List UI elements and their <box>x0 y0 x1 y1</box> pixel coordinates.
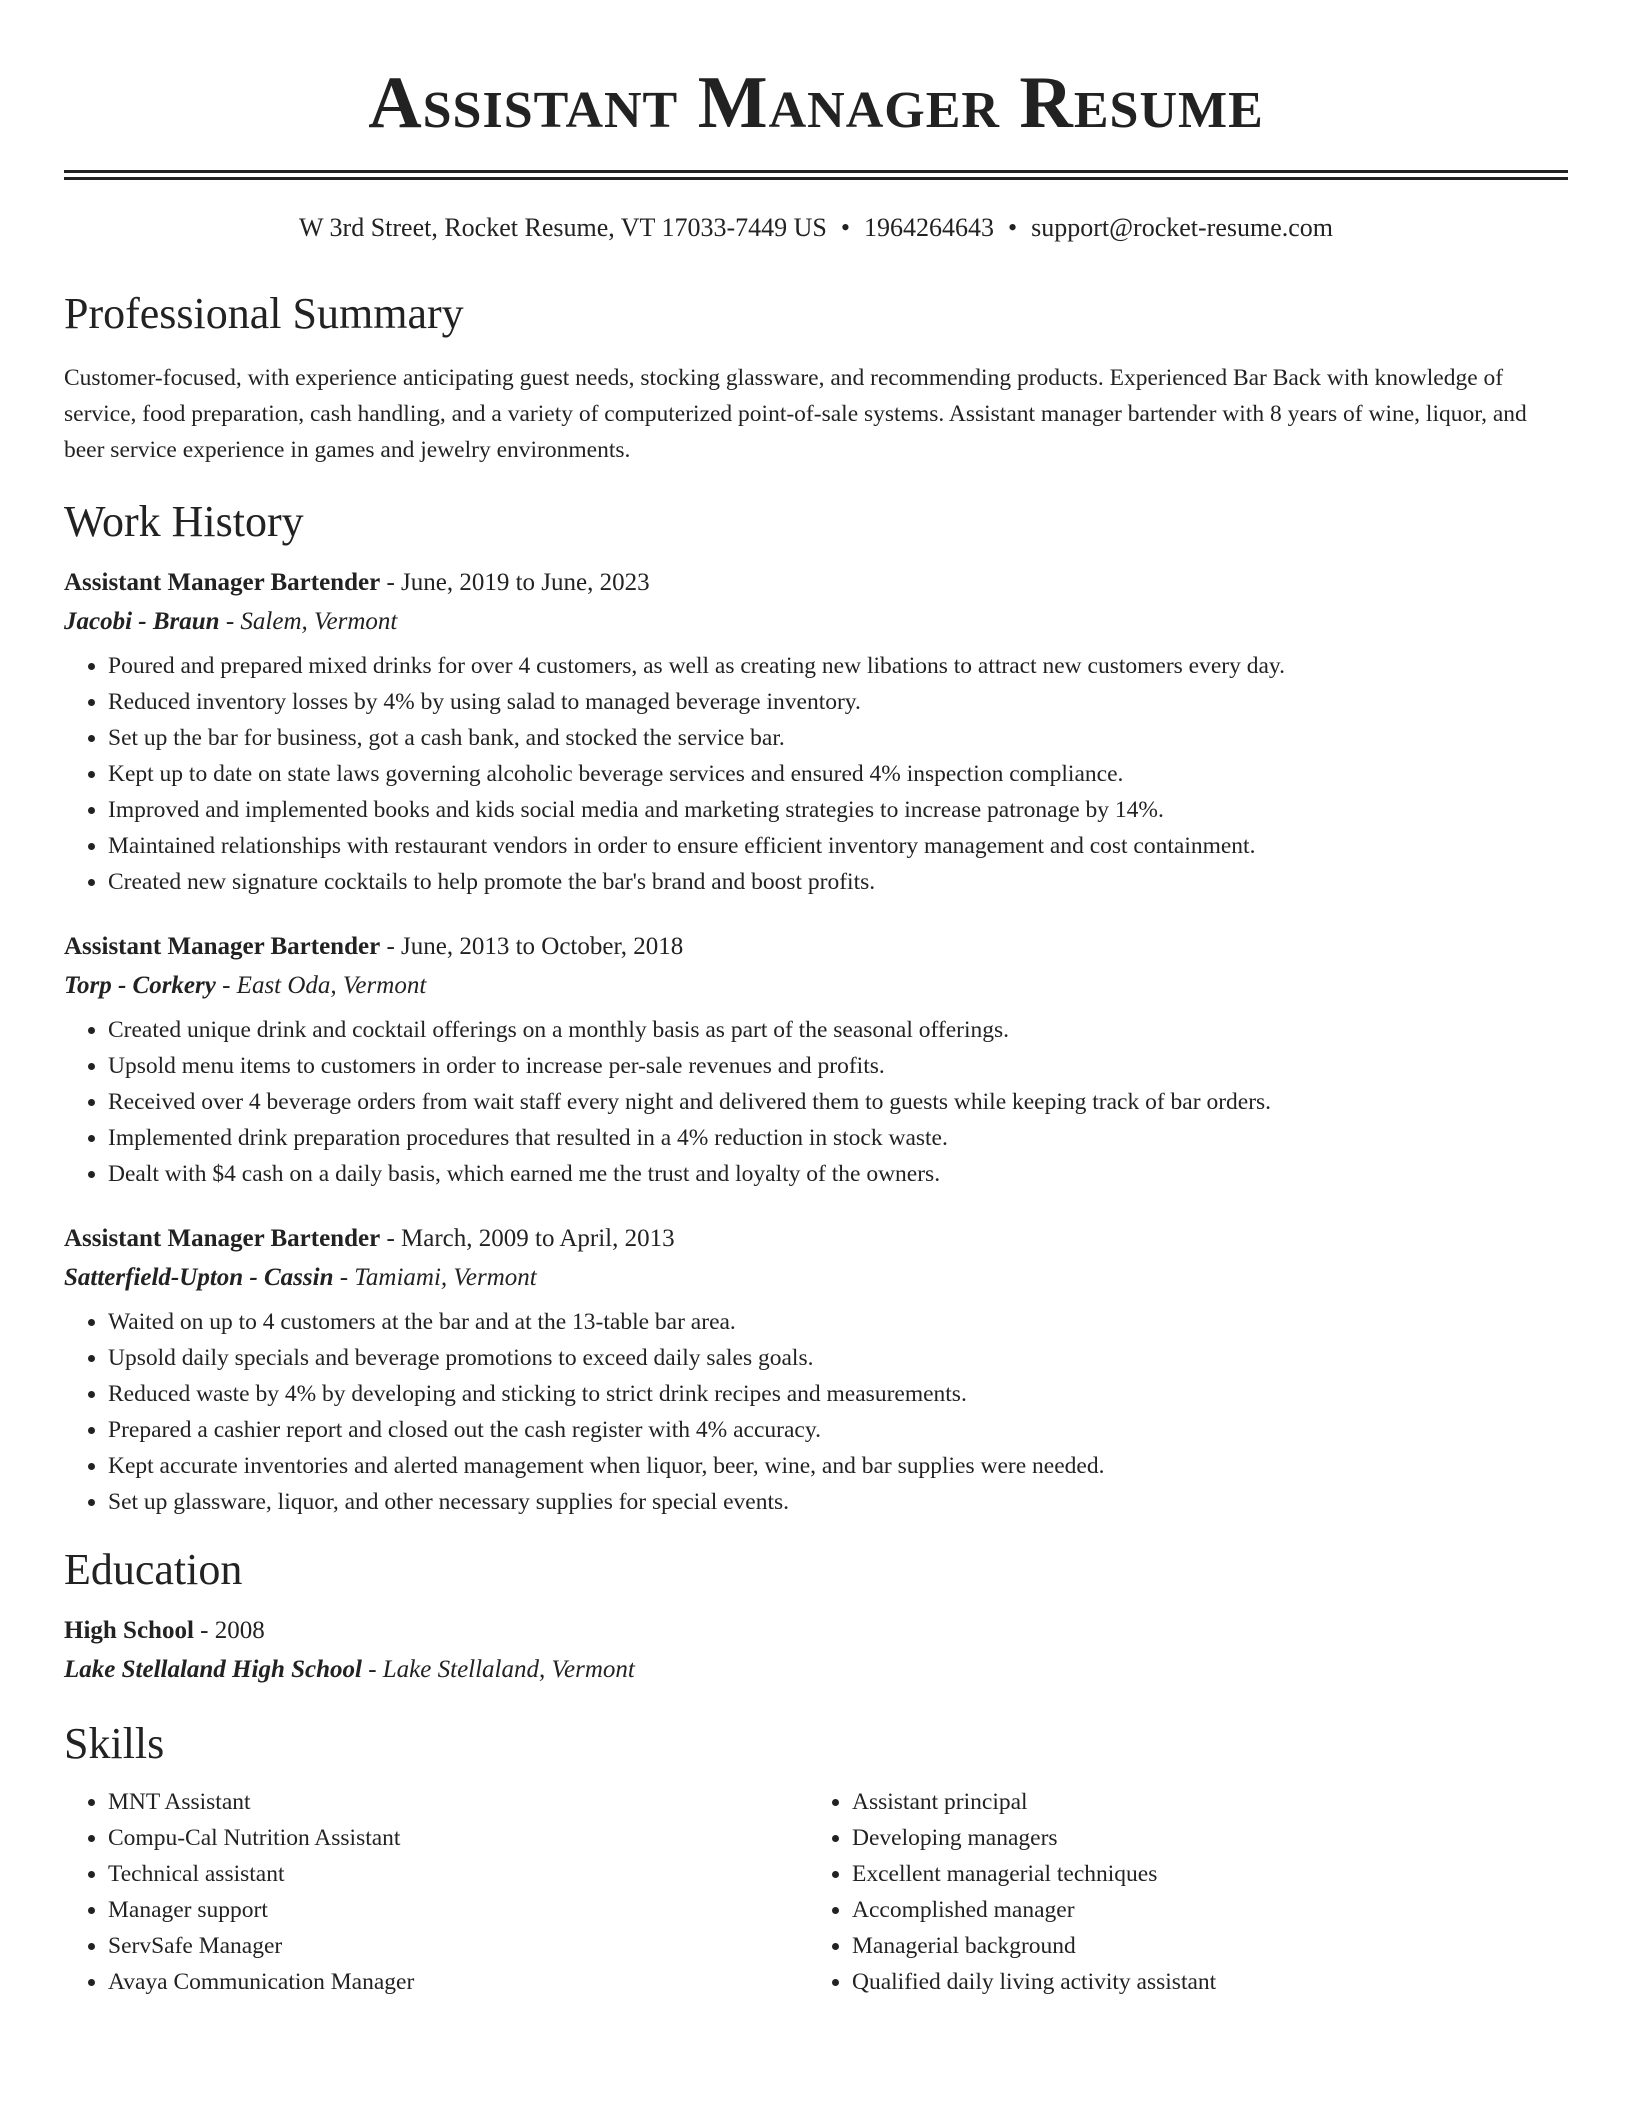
skill-item: • Developing managers <box>852 1820 1552 1856</box>
skill-item: • Technical assistant <box>108 1856 808 1892</box>
education-location: - Lake Stellaland, Vermont <box>361 1656 635 1683</box>
job-entry <box>64 1220 1568 1520</box>
job-role: Assistant Manager Bartender <box>64 1225 381 1252</box>
job-bullet: • Reduced waste by 4% by developing and sticking to strict drink recipes and measurements. <box>108 1376 1568 1412</box>
job-employer: Satterfield-Upton - Cassin <box>64 1264 334 1291</box>
job-bullet: • Kept accurate inventories and alerted management when liquor, beer, wine, and bar supplies were needed. <box>108 1448 1568 1484</box>
job-bullet: • Poured and prepared mixed drinks for over 4 customers, as well as creating new libations to attract new customers every day. <box>108 648 1568 684</box>
skills-list-right <box>808 1784 1552 2000</box>
job-location: - Salem, Vermont <box>219 608 398 635</box>
job-dates: - June, 2019 to June, 2023 <box>380 569 650 596</box>
summary-heading: Professional Summary <box>64 289 464 338</box>
contact-separator: • <box>840 213 850 242</box>
education-entry <box>64 1612 1568 1690</box>
job-bullet-list <box>64 1304 1568 1520</box>
education-degree: High School <box>64 1617 194 1644</box>
contact-address: W 3rd Street, Rocket Resume, VT 17033-7449 US <box>298 213 827 242</box>
skill-item: • Excellent managerial techniques <box>852 1856 1552 1892</box>
contact-phone: 1964264643 <box>863 213 994 242</box>
education-degree-line <box>64 1612 1568 1650</box>
job-bullet: • Reduced inventory losses by 4% by using salad to managed beverage inventory. <box>108 684 1568 720</box>
job-entry <box>64 564 1568 900</box>
skill-item: • Accomplished manager <box>852 1892 1552 1928</box>
job-role: Assistant Manager Bartender <box>64 569 381 596</box>
job-bullet: • Upsold daily specials and beverage promotions to exceed daily sales goals. <box>108 1340 1568 1376</box>
contact-email: support@rocket-resume.com <box>1031 213 1334 242</box>
skill-item: • Qualified daily living activity assistant <box>852 1964 1552 2000</box>
contact-line <box>64 210 1568 246</box>
skills-heading: Skills <box>64 1719 165 1768</box>
summary-text: Customer-focused, with experience anticipating guest needs, stocking glassware, and recommending products. Experienced Bar Back with knowledge of service, food preparation, cash handling, and a variety of computerized point-of-sale systems. Assistant manager bartender with 8 years of wine, liquor, and beer service experience in games and jewelry environments. <box>64 365 1527 463</box>
education-school-line <box>64 1650 1568 1690</box>
resume-title: Assistant Manager Resume <box>368 62 1264 144</box>
education-heading: Education <box>64 1545 243 1594</box>
education-year: - 2008 <box>193 1617 265 1644</box>
job-bullet: • Implemented drink preparation procedures that resulted in a 4% reduction in stock waste. <box>108 1120 1568 1156</box>
job-role: Assistant Manager Bartender <box>64 933 381 960</box>
job-bullet: • Received over 4 beverage orders from wait staff every night and delivered them to guests while keeping track of bar orders. <box>108 1084 1568 1120</box>
skill-item: • Managerial background <box>852 1928 1552 1964</box>
job-bullet: • Created unique drink and cocktail offerings on a monthly basis as part of the seasonal offerings. <box>108 1012 1568 1048</box>
work-history-heading: Work History <box>64 497 304 546</box>
job-bullet: • Prepared a cashier report and closed out the cash register with 4% accuracy. <box>108 1412 1568 1448</box>
job-dates: - March, 2009 to April, 2013 <box>380 1225 675 1252</box>
job-location: - East Oda, Vermont <box>215 972 427 999</box>
job-bullet: • Maintained relationships with restaurant vendors in order to ensure efficient inventory management and cost containment. <box>108 828 1568 864</box>
job-employer-line <box>64 966 1568 1006</box>
skill-item: • ServSafe Manager <box>108 1928 808 1964</box>
skill-item: • Manager support <box>108 1892 808 1928</box>
job-bullet-list <box>64 648 1568 900</box>
job-bullet-list <box>64 1012 1568 1192</box>
job-bullet: • Waited on up to 4 customers at the bar and at the 13-table bar area. <box>108 1304 1568 1340</box>
job-bullet: • Set up the bar for business, got a cash bank, and stocked the service bar. <box>108 720 1568 756</box>
skill-item: • Compu-Cal Nutrition Assistant <box>108 1820 808 1856</box>
job-entry <box>64 928 1568 1192</box>
skills-grid <box>64 1784 1568 2000</box>
job-bullet: • Upsold menu items to customers in order to increase per-sale revenues and profits. <box>108 1048 1568 1084</box>
skill-item: • Assistant principal <box>852 1784 1552 1820</box>
job-employer: Jacobi - Braun <box>64 608 220 635</box>
job-bullet: • Set up glassware, liquor, and other necessary supplies for special events. <box>108 1484 1568 1520</box>
job-employer: Torp - Corkery <box>64 972 216 999</box>
contact-separator: • <box>1007 213 1018 242</box>
job-bullet: • Created new signature cocktails to help promote the bar's brand and boost profits. <box>108 864 1568 900</box>
job-dates: - June, 2013 to October, 2018 <box>380 933 684 960</box>
job-title-line <box>64 564 1568 602</box>
title-double-rule <box>64 170 1568 180</box>
job-employer-line <box>64 602 1568 642</box>
education-school: Lake Stellaland High School <box>64 1656 362 1683</box>
job-title-line <box>64 1220 1568 1258</box>
job-bullet: • Improved and implemented books and kids social media and marketing strategies to increase patronage by 14%. <box>108 792 1568 828</box>
skill-item: • Avaya Communication Manager <box>108 1964 808 2000</box>
job-bullet: • Kept up to date on state laws governing alcoholic beverage services and ensured 4% inspection compliance. <box>108 756 1568 792</box>
job-title-line <box>64 928 1568 966</box>
skill-item: • MNT Assistant <box>108 1784 808 1820</box>
job-bullet: • Dealt with $4 cash on a daily basis, which earned me the trust and loyalty of the owners. <box>108 1156 1568 1192</box>
job-employer-line <box>64 1258 1568 1298</box>
job-location: - Tamiami, Vermont <box>333 1264 537 1291</box>
skills-list-left <box>64 1784 808 2000</box>
